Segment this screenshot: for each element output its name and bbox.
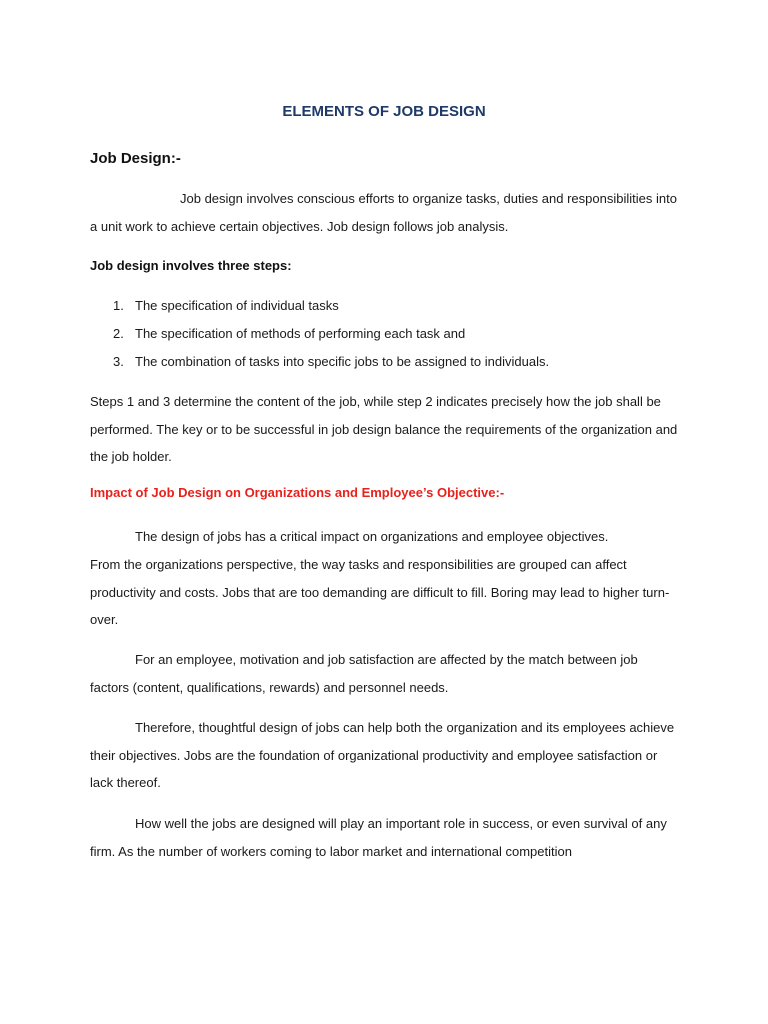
employee-paragraph: For an employee, motivation and job satisfaction are affected by the match between job factors (content, qualifications, rewards) and personnel needs. [90,652,638,695]
list-item [90,348,549,376]
document-title: ELEMENTS OF JOB DESIGN [282,103,486,120]
steps-heading: Job design involves three steps: [90,258,292,273]
impact-paragraph: From the organizations perspective, the way tasks and responsibilities are grouped can affect productivity and costs. Jobs that are too demanding are difficult to fill. Boring may lead to higher turn-over. [90,557,670,627]
steps-list [90,292,549,376]
steps-paragraph: Steps 1 and 3 determine the content of the job, while step 2 indicates precisely how the job shall be performed. The key or to be successful in job design balance the requirements of the organization and the job holder. [90,394,678,464]
list-item-number: 1. [113,298,124,313]
impact-heading: Impact of Job Design on Organizations and Employee’s Objective:- [90,485,505,500]
list-item-text: The combination of tasks into specific jobs to be assigned to individuals. [135,354,550,369]
intro-paragraph: Job design involves conscious efforts to organize tasks, duties and responsibilities into a unit work to achieve certain objectives. Job design follows job analysis. [90,191,677,234]
impact-paragraph-first-line: The design of jobs has a critical impact on organizations and employee objectives. [135,529,609,544]
list-item-number: 2. [113,326,124,341]
list-item-text: The specification of individual tasks [135,298,339,313]
therefore-paragraph: Therefore, thoughtful design of jobs can help both the organization and its employees achieve their objectives. Jobs are the foundation of organizational productivity and employee satisfaction or lack thereof. [90,720,675,790]
final-paragraph: How well the jobs are designed will play an important role in success, or even survival of any firm. As the number of workers coming to labor market and international competition [90,816,667,859]
list-item [90,292,549,320]
list-item [90,320,549,348]
section-heading: Job Design:- [90,150,181,167]
list-item-number: 3. [113,354,124,369]
list-item-text: The specification of methods of performing each task and [135,326,466,341]
